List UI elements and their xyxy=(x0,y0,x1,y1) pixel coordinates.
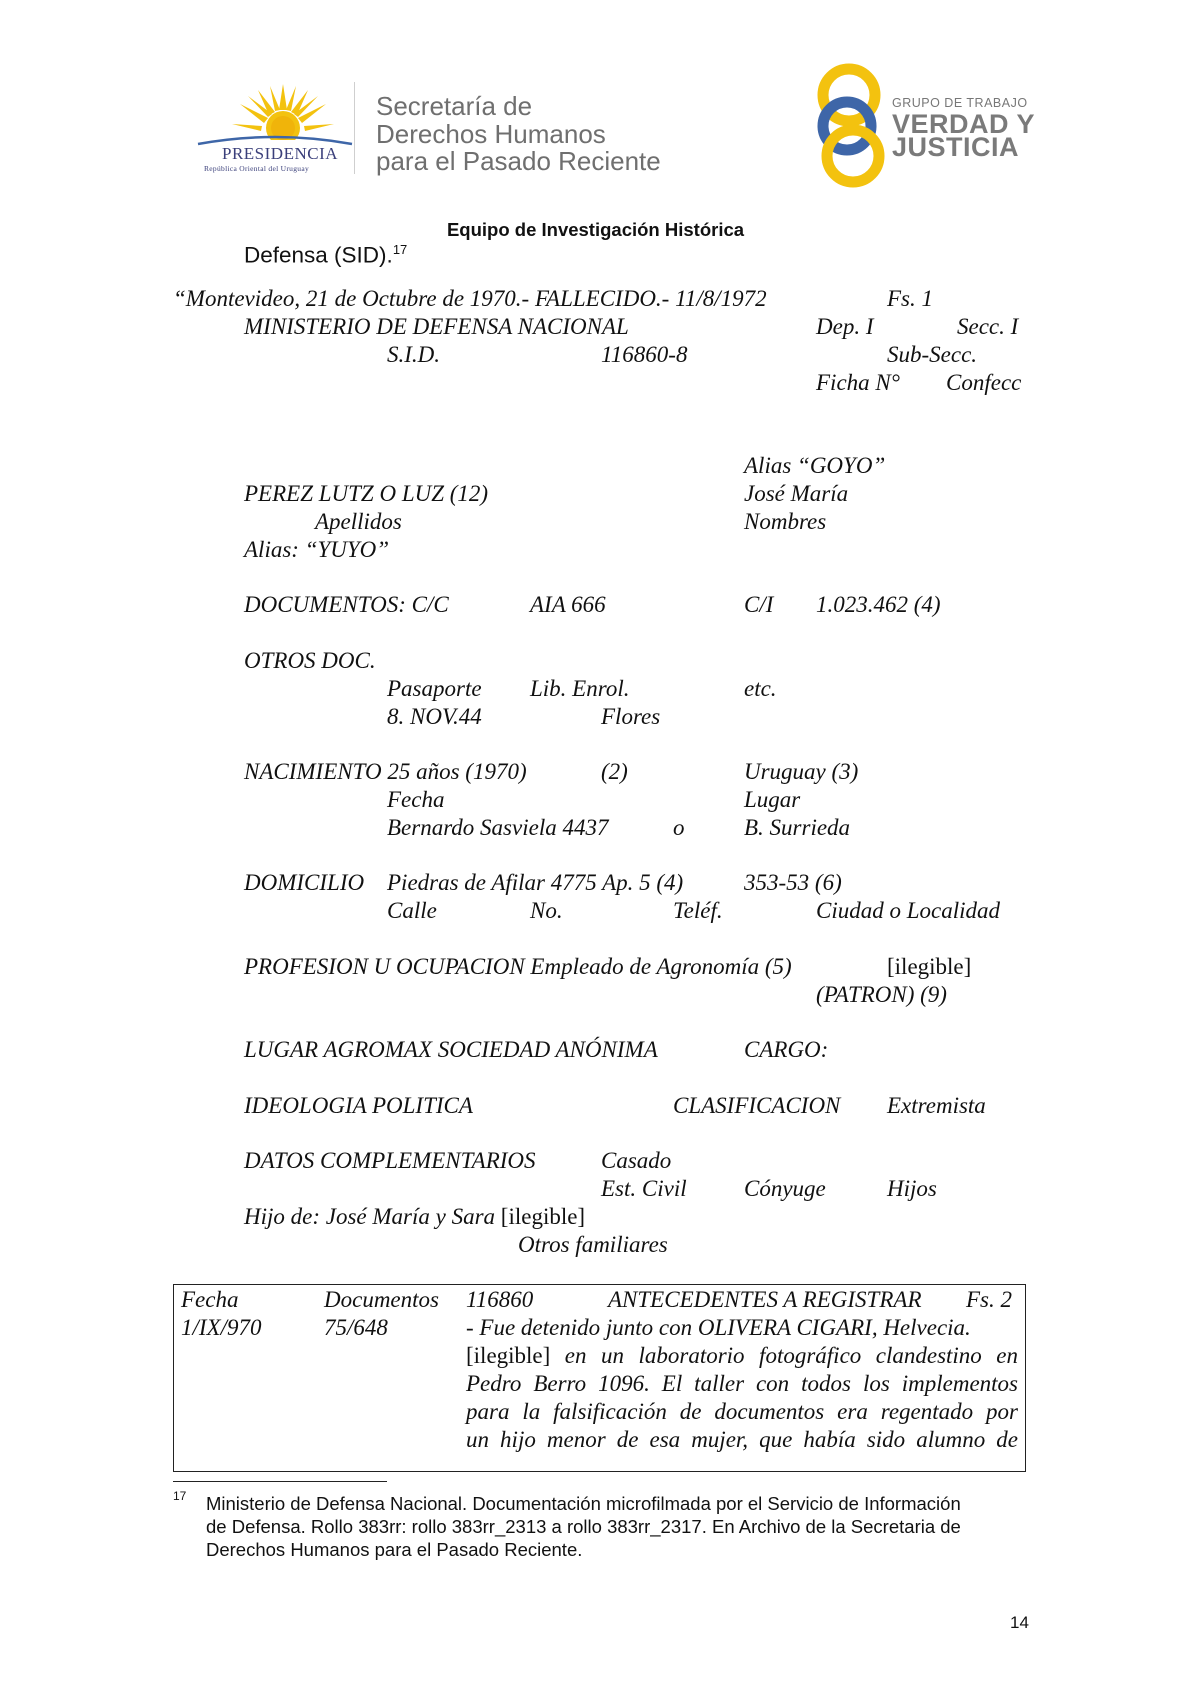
alias-goyo: Alias “GOYO” xyxy=(744,453,886,478)
etc-label: etc. xyxy=(744,676,777,701)
dep-label: Dep. I xyxy=(816,314,874,339)
antecedentes-line-1: - Fue detenido junto con OLIVERA CIGARI, Helvecia. xyxy=(466,1315,971,1340)
footnote-ref: 17 xyxy=(392,242,408,257)
uruguay-value: Uruguay (3) xyxy=(744,759,859,784)
montevideo-line: “Montevideo, 21 de Octubre de 1970.- FALLECIDO.- 11/8/1972 xyxy=(173,286,767,311)
footnote-line-3: Derechos Humanos para el Pasado Reciente. xyxy=(206,1539,583,1560)
antecedentes-documentos-header: Documentos xyxy=(324,1287,439,1312)
nacimiento-line: NACIMIENTO 25 años (1970) xyxy=(244,759,527,784)
hijo-de-line xyxy=(244,1203,585,1231)
hijo-de-text: Hijo de: José María y Sara xyxy=(244,1204,496,1229)
hijos-label: Hijos xyxy=(887,1176,937,1201)
otros-familiares-label: Otros familiares xyxy=(518,1232,668,1257)
republica-label: República Oriental del Uruguay xyxy=(204,164,310,173)
antecedentes-number: 116860 xyxy=(466,1287,534,1312)
bernardo-value: Bernardo Sasviela 4437 xyxy=(387,815,609,840)
ficha-n-label: Ficha N° xyxy=(816,370,900,395)
confecc-label: Confecc xyxy=(946,370,1022,395)
lugar-agromax-line: LUGAR AGROMAX SOCIEDAD ANÓNIMA xyxy=(244,1037,658,1062)
nov44-value: 8. NOV.44 xyxy=(387,704,482,729)
footnote-line-1: Ministerio de Defensa Nacional. Documentación microfilmada por el Servicio de Información xyxy=(206,1493,961,1514)
antecedentes-line-3: Pedro Berro 1096. El taller con todos los implementos xyxy=(466,1371,1018,1396)
lib-enrol-label: Lib. Enrol. xyxy=(530,676,630,701)
casado-value: Casado xyxy=(601,1148,672,1173)
secc-label: Secc. I xyxy=(957,314,1019,339)
apellidos-value: PEREZ LUTZ O LUZ (12) xyxy=(244,481,489,506)
otros-doc-label: OTROS DOC. xyxy=(244,648,376,673)
o-letter: o xyxy=(673,815,685,840)
calle-label: Calle xyxy=(387,898,437,923)
fs1-label: Fs. 1 xyxy=(887,286,933,311)
antecedentes-doc: 75/648 xyxy=(324,1315,388,1340)
ciudad-label: Ciudad o Localidad xyxy=(816,898,1001,923)
secretaria-line-3: para el Pasado Reciente xyxy=(376,146,661,176)
secretaria-line-1: Secretaría de xyxy=(376,91,533,121)
domicilio-label: DOMICILIO xyxy=(244,870,365,895)
antecedentes-title: ANTECEDENTES A REGISTRAR xyxy=(608,1287,922,1312)
profesion-ilegible: [ilegible] xyxy=(887,954,972,979)
sid-label: S.I.D. xyxy=(387,342,441,367)
footnote-separator xyxy=(173,1481,387,1482)
apellidos-label: Apellidos xyxy=(315,509,402,534)
flores-value: Flores xyxy=(601,704,661,729)
grupo-small-label: GRUPO DE TRABAJO xyxy=(892,96,1028,110)
page-number: 14 xyxy=(1010,1613,1029,1632)
fs2-label: Fs. 2 xyxy=(966,1287,1012,1312)
profesion-line: PROFESION U OCUPACION Empleado de Agronomía (5) xyxy=(244,954,792,979)
intro-line xyxy=(244,242,407,269)
antecedentes-line-2-text: en un laboratorio fotográfico clandestino en xyxy=(564,1343,1019,1368)
presidencia-label: PRESIDENCIA xyxy=(222,144,339,163)
antecedentes-line-4: para la falsificación de documentos era regentado por xyxy=(466,1399,1018,1424)
clasificacion-label: CLASIFICACION xyxy=(673,1093,841,1118)
telefono-value: 353-53 (6) xyxy=(744,870,842,895)
telef-label: Teléf. xyxy=(673,898,723,923)
fecha-label: Fecha xyxy=(387,787,445,812)
documentos-cc-value: AIA 666 xyxy=(530,592,606,617)
antecedentes-line-5: un hijo menor de esa mujer, que había sido alumno de xyxy=(466,1427,1018,1452)
antecedentes-ilegible: [ilegible] xyxy=(466,1343,551,1368)
pasaporte-label: Pasaporte xyxy=(387,676,482,701)
nombres-label: Nombres xyxy=(744,509,827,534)
ci-label: C/I xyxy=(744,592,774,617)
est-civil-label: Est. Civil xyxy=(601,1176,687,1201)
ci-value: 1.023.462 (4) xyxy=(816,592,941,617)
nombres-value: José María xyxy=(744,481,849,506)
footnote-line-2: de Defensa. Rollo 383rr: rollo 383rr_2313 a rollo 383rr_2317. En Archivo de la Secretaria de xyxy=(206,1516,961,1537)
hijo-de-ilegible: [ilegible] xyxy=(500,1204,586,1229)
intro-text: Defensa (SID). xyxy=(244,242,393,268)
conyuge-label: Cónyuge xyxy=(744,1176,826,1201)
footnote-number: 17 xyxy=(173,1489,187,1503)
grupo-verdad-label: VERDAD Y xyxy=(892,109,1036,139)
extremista-value: Extremista xyxy=(887,1093,986,1118)
logo-divider xyxy=(354,82,355,174)
ideologia-label: IDEOLOGIA POLITICA xyxy=(244,1093,473,1118)
datos-complementarios-label: DATOS COMPLEMENTARIOS xyxy=(244,1148,536,1173)
no-label: No. xyxy=(530,898,563,923)
alias-yuyo: Alias: “YUYO” xyxy=(244,537,390,562)
domicilio-value: Piedras de Afilar 4775 Ap. 5 (4) xyxy=(387,870,684,895)
antecedentes-date: 1/IX/970 xyxy=(181,1315,262,1340)
ficha-number: 116860-8 xyxy=(601,342,688,367)
documentos-label: DOCUMENTOS: C/C xyxy=(244,592,449,617)
team-title: Equipo de Investigación Histórica xyxy=(446,219,745,240)
antecedentes-fecha-header: Fecha xyxy=(181,1287,239,1312)
secretaria-line-2: Derechos Humanos xyxy=(376,119,606,149)
patron-label: (PATRON) (9) xyxy=(816,982,947,1007)
subsecc-label: Sub-Secc. xyxy=(887,342,978,367)
ministerio-label: MINISTERIO DE DEFENSA NACIONAL xyxy=(244,314,629,339)
nacimiento-note: (2) xyxy=(601,759,628,784)
cargo-label: CARGO: xyxy=(744,1037,829,1062)
lugar-label: Lugar xyxy=(744,787,801,812)
surrieda-value: B. Surrieda xyxy=(744,815,851,840)
antecedentes-line-2 xyxy=(466,1342,1018,1370)
grupo-justicia-label: JUSTICIA xyxy=(892,132,1020,162)
